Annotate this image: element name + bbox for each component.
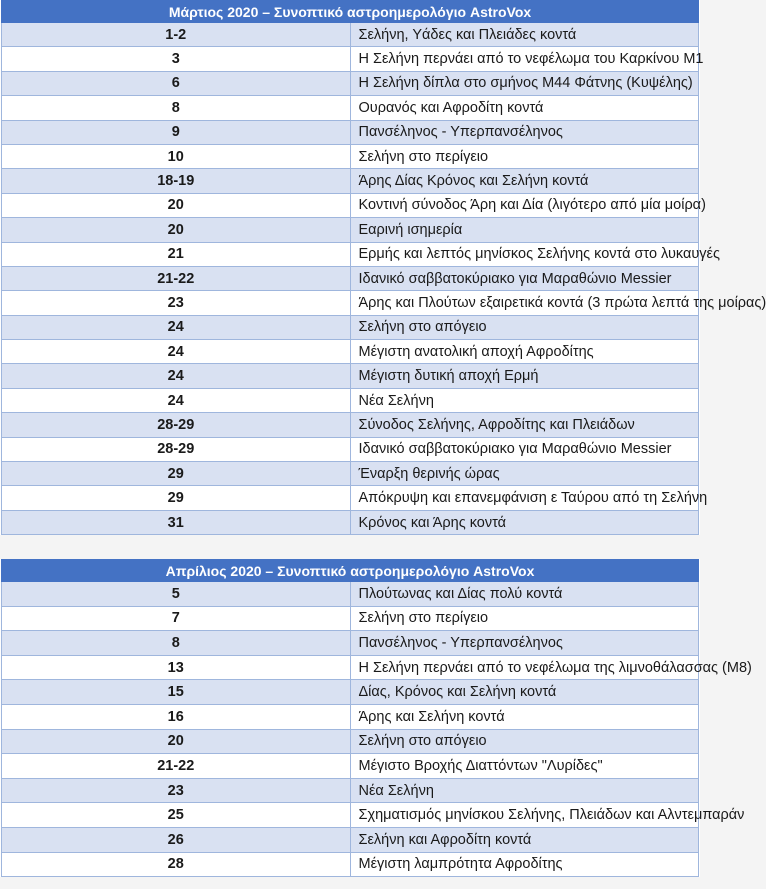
- table-row: [2, 266, 699, 290]
- event-description: Σελήνη στο απόγειο: [350, 315, 699, 339]
- table-row: [2, 193, 699, 217]
- table-row: [2, 778, 699, 803]
- event-description: Μέγιστη ανατολική αποχή Αφροδίτης: [350, 340, 699, 364]
- event-day: 6: [2, 71, 351, 95]
- event-day: 24: [2, 315, 351, 339]
- event-day: 8: [2, 631, 351, 656]
- table-row: [2, 340, 699, 364]
- table-row: [2, 388, 699, 412]
- event-day: 21-22: [2, 266, 351, 290]
- table-row: [2, 218, 699, 242]
- event-day: 10: [2, 144, 351, 168]
- event-day: 23: [2, 778, 351, 803]
- table-row: [2, 704, 699, 729]
- march-title: Μάρτιος 2020 – Συνοπτικό αστροημερολόγιο AstroVox: [2, 1, 699, 23]
- event-description: Ιδανικό σαββατοκύριακο για Μαραθώνιο Messier: [350, 437, 699, 461]
- table-row: [2, 827, 699, 852]
- table-row: [2, 462, 699, 486]
- event-day: 24: [2, 340, 351, 364]
- event-day: 16: [2, 704, 351, 729]
- event-day: 28-29: [2, 437, 351, 461]
- table-row: [2, 631, 699, 656]
- event-day: 26: [2, 827, 351, 852]
- event-description: Ουρανός και Αφροδίτη κοντά: [350, 96, 699, 120]
- event-description: Μέγιστη λαμπρότητα Αφροδίτης: [350, 852, 699, 877]
- event-day: 31: [2, 510, 351, 534]
- table-row: [2, 803, 699, 828]
- event-description: Σελήνη στο απόγειο: [350, 729, 699, 754]
- table-row: [2, 655, 699, 680]
- table-row: [2, 510, 699, 534]
- table-row: [2, 315, 699, 339]
- table-row: [2, 437, 699, 461]
- table-row: [2, 23, 699, 47]
- april-title-row: [2, 560, 699, 582]
- event-description: Η Σελήνη δίπλα στο σμήνος M44 Φάτνης (Κυψέλης): [350, 71, 699, 95]
- event-description: Εαρινή ισημερία: [350, 218, 699, 242]
- event-description: Ερμής και λεπτός μηνίσκος Σελήνης κοντά στο λυκαυγές: [350, 242, 699, 266]
- table-row: [2, 96, 699, 120]
- event-day: 28-29: [2, 413, 351, 437]
- event-day: 5: [2, 582, 351, 607]
- event-day: 20: [2, 218, 351, 242]
- april-rows: [2, 582, 752, 877]
- event-description: Σχηματισμός μηνίσκου Σελήνης, Πλειάδων και Αλντεμπαράν: [350, 803, 699, 828]
- event-day: 24: [2, 364, 351, 388]
- table-row: [2, 120, 699, 144]
- event-day: 7: [2, 606, 351, 631]
- event-day: 13: [2, 655, 351, 680]
- event-day: 21: [2, 242, 351, 266]
- table-row: [2, 582, 699, 607]
- table-row: [2, 144, 699, 168]
- event-description: Η Σελήνη περνάει από το νεφέλωμα του Καρκίνου M1: [350, 47, 699, 71]
- event-day: 20: [2, 729, 351, 754]
- event-description: Άρης και Σελήνη κοντά: [350, 704, 699, 729]
- event-day: 28: [2, 852, 351, 877]
- table-row: [2, 606, 699, 631]
- table-row: [2, 47, 699, 71]
- event-description: Πλούτωνας και Δίας πολύ κοντά: [350, 582, 699, 607]
- event-description: Μέγιστο Βροχής Διαττόντων "Λυρίδες": [350, 754, 699, 779]
- march-rows: [2, 23, 766, 535]
- event-description: Κοντινή σύνοδος Άρη και Δία (λιγότερο από μία μοίρα): [350, 193, 699, 217]
- event-day: 21-22: [2, 754, 351, 779]
- event-description: Απόκρυψη και επανεμφάνιση ε Ταύρου από τη Σελήνη: [350, 486, 699, 510]
- table-row: [2, 242, 699, 266]
- march-title-row: [2, 1, 699, 23]
- event-description: Άρης και Πλούτων εξαιρετικά κοντά (3 πρώτα λεπτά της μοίρας): [350, 291, 699, 315]
- table-row: [2, 486, 699, 510]
- table-row: [2, 169, 699, 193]
- table-row: [2, 291, 699, 315]
- event-description: Έναρξη θερινής ώρας: [350, 462, 699, 486]
- event-day: 23: [2, 291, 351, 315]
- table-row: [2, 413, 699, 437]
- event-description: Μέγιστη δυτική αποχή Ερμή: [350, 364, 699, 388]
- april-title: Απρίλιος 2020 – Συνοπτικό αστροημερολόγιο AstroVox: [2, 560, 699, 582]
- event-description: Νέα Σελήνη: [350, 388, 699, 412]
- table-row: [2, 364, 699, 388]
- table-row: [2, 729, 699, 754]
- event-description: Σελήνη, Υάδες και Πλειάδες κοντά: [350, 23, 699, 47]
- event-description: Άρης Δίας Κρόνος και Σελήνη κοντά: [350, 169, 699, 193]
- event-description: Η Σελήνη περνάει από το νεφέλωμα της λιμνοθάλασσας (Μ8): [350, 655, 699, 680]
- table-row: [2, 754, 699, 779]
- table-row: [2, 680, 699, 705]
- event-day: 24: [2, 388, 351, 412]
- event-day: 20: [2, 193, 351, 217]
- event-description: Κρόνος και Άρης κοντά: [350, 510, 699, 534]
- event-day: 15: [2, 680, 351, 705]
- event-day: 29: [2, 462, 351, 486]
- event-day: 3: [2, 47, 351, 71]
- event-description: Σελήνη στο περίγειο: [350, 606, 699, 631]
- event-description: Σελήνη στο περίγειο: [350, 144, 699, 168]
- table-row: [2, 71, 699, 95]
- event-day: 8: [2, 96, 351, 120]
- april-calendar-table: [0, 559, 752, 877]
- event-description: Δίας, Κρόνος και Σελήνη κοντά: [350, 680, 699, 705]
- event-day: 9: [2, 120, 351, 144]
- event-description: Πανσέληνος - Υπερπανσέληνος: [350, 120, 699, 144]
- event-day: 25: [2, 803, 351, 828]
- event-description: Σύνοδος Σελήνης, Αφροδίτης και Πλειάδων: [350, 413, 699, 437]
- event-day: 1-2: [2, 23, 351, 47]
- event-description: Νέα Σελήνη: [350, 778, 699, 803]
- event-day: 29: [2, 486, 351, 510]
- event-description: Ιδανικό σαββατοκύριακο για Μαραθώνιο Messier: [350, 266, 699, 290]
- table-row: [2, 852, 699, 877]
- event-description: Πανσέληνος - Υπερπανσέληνος: [350, 631, 699, 656]
- event-day: 18-19: [2, 169, 351, 193]
- event-description: Σελήνη και Αφροδίτη κοντά: [350, 827, 699, 852]
